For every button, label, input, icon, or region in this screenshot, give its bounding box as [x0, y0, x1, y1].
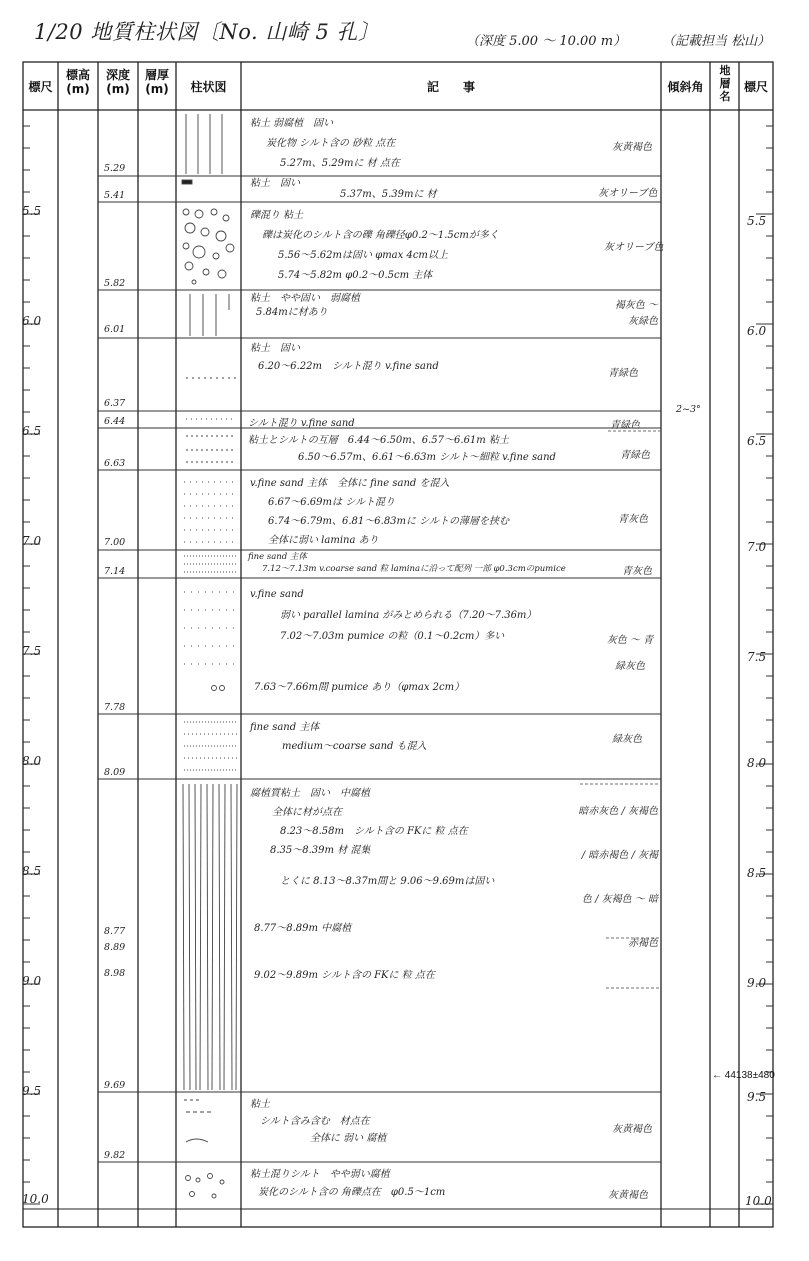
- depth-value: 6.63: [104, 458, 126, 469]
- age-note: ← 44138±480: [712, 1070, 775, 1081]
- header-depth-unit: (m): [106, 82, 130, 96]
- soil-color: 灰オリーブ色: [604, 242, 664, 253]
- description-line: 5.74〜5.82m φ0.2〜0.5cm 主体: [278, 270, 433, 281]
- depth-value: 6.44: [104, 416, 126, 427]
- description-line: 全体に弱い lamina あり: [268, 535, 379, 546]
- header-depth-label: 深度: [105, 68, 130, 82]
- header-depth: [98, 68, 138, 96]
- scale-left-label: 9.0: [22, 974, 42, 988]
- description-line: 5.37m、5.39mに 材: [340, 189, 437, 200]
- description-line: とくに 8.13〜8.37m間と 9.06〜9.69mは固い: [280, 876, 495, 887]
- description-line: 全体に材が点在: [272, 807, 342, 818]
- soil-color: 青緑色: [608, 368, 638, 379]
- soil-color: 青灰色: [622, 566, 652, 577]
- description-line: v.fine sand: [250, 589, 304, 600]
- scale-right-label: 6.0: [747, 324, 767, 338]
- description-line: 8.23〜8.58m シルト含の FKに 粒 点在: [280, 826, 468, 837]
- description-line: 礫混り 粘土: [250, 210, 304, 221]
- description-line: 粘土 やや固い 弱腐植: [250, 293, 360, 304]
- description-line: 7.63〜7.66m間 pumice あり（φmax 2cm）: [254, 682, 465, 693]
- description-row: [250, 114, 590, 174]
- scale-left-label: 9.5: [22, 1084, 42, 1098]
- scale-left-label: 7.0: [22, 534, 42, 548]
- scale-left-label: 7.5: [22, 644, 42, 658]
- depth-value: 7.14: [104, 566, 126, 577]
- description-row: [250, 206, 499, 286]
- header-elevation-unit: (m): [66, 82, 90, 96]
- header-thickness-unit: (m): [145, 82, 169, 96]
- description-line: 粘土: [250, 1099, 270, 1110]
- description-line: 粘土とシルトの互層 6.44〜6.50m、6.57〜6.61m 粘土: [248, 435, 509, 446]
- column-pattern: [182, 114, 238, 1198]
- description-row: [250, 1166, 445, 1202]
- depth-value: 8.09: [104, 767, 126, 778]
- description-row: [250, 784, 494, 985]
- description-line: fine sand 主体: [248, 552, 307, 562]
- scale-right-label: 7.5: [747, 650, 767, 664]
- description-row: [250, 292, 360, 320]
- description-line: シルト混り v.fine sand: [248, 418, 355, 429]
- description-line: v.fine sand 主体 全体に fine sand を混入: [250, 478, 450, 489]
- scale-left-label: 8.0: [22, 754, 42, 768]
- scale-left-label: 6.0: [22, 314, 42, 328]
- description-line: 7.12〜7.13m v.coarse sand 粒 laminaに沿って配列 一部 φ0.3cmのpumice: [262, 564, 566, 574]
- description-line: 全体に 弱い 腐植: [310, 1133, 387, 1144]
- scale-left-label: 6.5: [22, 424, 42, 438]
- description-line: 6.20〜6.22m シルト混り v.fine sand: [258, 361, 439, 372]
- description-line: 炭化物 シルト含の 砂粒 点在: [266, 138, 396, 149]
- depth-value: 5.82: [104, 278, 126, 289]
- soil-color: 青緑色: [620, 450, 650, 461]
- depth-value: 6.37: [104, 398, 126, 409]
- description-row: [250, 340, 439, 376]
- description-line: 6.50〜6.57m、6.61〜6.63m シルト〜細粒 v.fine sand: [298, 452, 556, 463]
- sheet-title: 1/20 地質柱状図〔No. 山崎 5 孔〕: [34, 20, 380, 44]
- scale-right-label: 10.0: [745, 1194, 772, 1208]
- description-line: medium〜coarse sand も混入: [282, 741, 427, 752]
- description-line: 腐植質粘土 固い 中腐植: [250, 788, 370, 799]
- depth-value: 6.01: [104, 324, 126, 335]
- depth-value: 8.98: [104, 968, 126, 979]
- header-elevation: [58, 68, 98, 96]
- description-line: 炭化のシルト含の 角礫点在 φ0.5〜1cm: [258, 1187, 446, 1198]
- description-row: [250, 474, 509, 550]
- description-line: 5.27m、5.29mに 材 点在: [280, 158, 400, 169]
- depth-range: （深度 5.00 〜 10.00 m）: [466, 34, 627, 49]
- scale-left-label: 8.5: [22, 864, 42, 878]
- soil-color: 灰色 〜 青緑灰色: [606, 635, 654, 672]
- description-line: 7.02〜7.03m pumice の粒（0.1〜0.2cm）多い: [280, 631, 505, 642]
- depth-value: 5.41: [104, 190, 126, 201]
- author-label: （記載担当 松山）: [662, 34, 771, 49]
- description-row: [248, 432, 556, 466]
- description-row: [248, 414, 355, 429]
- description-line: 8.77〜8.89m 中腐植: [254, 923, 352, 934]
- description-line: 6.67〜6.69mは シルト混り: [268, 497, 395, 508]
- soil-color: 灰黄褐色: [612, 142, 652, 153]
- header-thickness-label: 層厚: [144, 68, 169, 82]
- header-elevation-label: 標高: [65, 68, 90, 82]
- description-line: 粘土 固い: [250, 343, 300, 354]
- header-thickness: [138, 68, 176, 96]
- description-line: 8.35〜8.39m 材 混集: [270, 845, 371, 856]
- description-row: [250, 1096, 386, 1147]
- description-line: 礫は炭化のシルト含の礫 角礫径φ0.2〜1.5cmが多く: [262, 230, 499, 241]
- depth-value: 9.82: [104, 1150, 126, 1161]
- description-line: 粘土 固い: [250, 178, 300, 189]
- scale-right-label: 9.0: [747, 976, 767, 990]
- description-row: [250, 584, 536, 698]
- depth-value: 7.00: [104, 537, 126, 548]
- description-line: 5.84mに材あり: [256, 307, 328, 318]
- soil-color: 灰黄褐色: [612, 1124, 652, 1135]
- scale-right-label: 9.5: [747, 1090, 767, 1104]
- dip-value: 2~3°: [676, 404, 701, 415]
- description-line: 5.56〜5.62mは固い φmax 4cm以上: [278, 250, 448, 261]
- soil-color: 灰黄褐色: [608, 1190, 648, 1201]
- depth-value: 8.89: [104, 942, 126, 953]
- scale-right-label: 8.0: [747, 756, 767, 770]
- description-row: [250, 178, 437, 200]
- scale-right-label: 8.5: [747, 866, 767, 880]
- header-description: 記 事: [426, 80, 475, 94]
- depth-value: 7.78: [104, 702, 126, 713]
- scale-right-label: 6.5: [747, 434, 767, 448]
- description-line: 9.02〜9.89m シルト含の FKに 粒 点在: [254, 970, 435, 981]
- soil-color: 緑灰色: [612, 734, 642, 745]
- scale-right-label: 7.0: [747, 540, 767, 554]
- description-line: 弱い parallel lamina がみとめられる（7.20〜7.36m）: [280, 610, 537, 621]
- soil-color: 暗赤灰色 / 灰褐色 / 暗赤褐色 / 灰褐色 / 灰褐色 〜 暗赤褐色: [578, 806, 658, 949]
- depth-value: 5.29: [104, 163, 126, 174]
- header-scale-left: 標尺: [28, 80, 53, 94]
- depth-value: 9.69: [104, 1080, 126, 1091]
- description-row: [248, 551, 566, 575]
- scale-left-label: 10.0: [22, 1192, 49, 1206]
- description-line: 粘土混りシルト やや弱い腐植: [250, 1169, 390, 1180]
- soil-color: 青緑色: [610, 420, 640, 431]
- description-line: fine sand 主体: [250, 722, 320, 733]
- header-formation: 地層名: [719, 64, 731, 103]
- soil-color: 褐灰色 〜 灰緑色: [614, 300, 658, 327]
- soil-color: 灰オリーブ色: [598, 188, 658, 199]
- description-line: シルト含み含む 材点在: [260, 1116, 370, 1127]
- header-column: 柱状図: [190, 80, 227, 94]
- description-line: 粘土 弱腐植 固い: [250, 118, 334, 129]
- header-dip: 傾斜角: [667, 80, 704, 94]
- description-line: 6.74〜6.79m、6.81〜6.83mに シルトの薄層を挟む: [268, 516, 509, 527]
- soil-color: 青灰色: [618, 514, 648, 525]
- description-row: [250, 718, 427, 756]
- scale-right-label: 5.5: [747, 214, 767, 228]
- depth-value: 8.77: [104, 926, 126, 937]
- header-scale-right: 標尺: [743, 80, 768, 94]
- scale-left-label: 5.5: [22, 204, 42, 218]
